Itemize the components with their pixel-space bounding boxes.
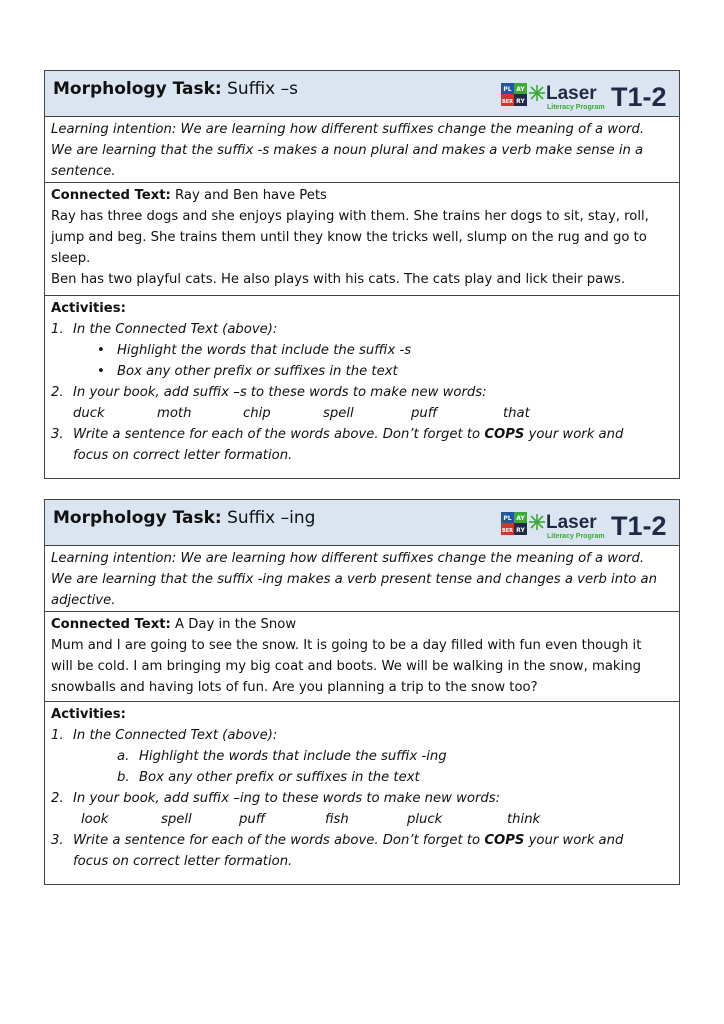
- activity-number: 2.: [51, 791, 64, 806]
- activity-3: Write a sentence for each of the words above. Don’t forget to: [73, 427, 485, 442]
- activity-1: In the Connected Text (above):: [73, 728, 278, 743]
- activities: [45, 701, 679, 884]
- word-list: [51, 809, 673, 830]
- intention-line: We are learning that the suffix -ing makes a verb present tense and changes a verb into an: [51, 572, 657, 587]
- activity-3: Write a sentence for each of the words above. Don’t forget to: [73, 833, 485, 848]
- laser-burst-icon: [529, 514, 545, 530]
- sub-activity: Box any other prefix or suffixes in the text: [139, 770, 420, 785]
- activity-1: In the Connected Text (above):: [73, 322, 278, 337]
- title-value: Suffix –ing: [227, 508, 316, 528]
- intention-line: sentence.: [51, 164, 116, 179]
- activity-number: 3.: [51, 427, 64, 442]
- title-value: Suffix –s: [227, 79, 298, 99]
- logo-subtitle: Literacy Program: [547, 104, 605, 111]
- text-line: Mum and I are going to see the snow. It is going to be a day filled with fun even though it: [51, 638, 642, 653]
- word-item: moth: [157, 406, 192, 421]
- sub-activity: Highlight the words that include the suffix -s: [117, 343, 412, 358]
- word-item: think: [507, 812, 541, 827]
- logo-badge-text: RY: [516, 527, 525, 534]
- word-item: chip: [243, 406, 271, 421]
- logo-badge-text: BER: [501, 99, 514, 105]
- word-item: spell: [323, 406, 354, 421]
- intention-line: We are learning that the suffix -s makes a noun plural and makes a verb make sense in a: [51, 143, 644, 158]
- activity-2: In your book, add suffix –s to these words to make new words:: [73, 385, 487, 400]
- card-title: [53, 507, 315, 529]
- connected-label: Connected Text:: [51, 617, 171, 632]
- logo-badge-text: PL: [503, 515, 512, 522]
- sub-marker: b.: [117, 770, 130, 785]
- learning-intention: [45, 545, 679, 611]
- logo-level: T1-2: [611, 511, 667, 540]
- title-label: Morphology Task:: [53, 79, 222, 99]
- logo-subtitle: Literacy Program: [547, 533, 605, 540]
- cops-keyword: COPS: [484, 427, 525, 442]
- activity-number: 3.: [51, 833, 64, 848]
- word-item: puff: [239, 812, 266, 827]
- logo-badge-text: PL: [503, 86, 512, 93]
- laser-logo: [501, 508, 669, 540]
- text-line: Ben has two playful cats. He also plays with his cats. The cats play and lick their paws.: [51, 272, 626, 287]
- laser-logo: [501, 79, 669, 111]
- activity-3-end: your work and: [524, 427, 624, 442]
- text-line: Ray has three dogs and she enjoys playing with them. She trains her dogs to sit, stay, roll,: [51, 209, 649, 224]
- laser-burst-icon: [529, 85, 545, 101]
- logo-badge-text: RY: [516, 98, 525, 105]
- intention-line: adjective.: [51, 593, 116, 608]
- intention-line: Learning intention: We are learning how different suffixes change the meaning of a word.: [51, 122, 645, 137]
- logo-word: Laser: [546, 83, 597, 104]
- connected-title: A Day in the Snow: [175, 617, 297, 632]
- activity-3-line2: focus on correct letter formation.: [73, 448, 293, 463]
- activity-number: 2.: [51, 385, 64, 400]
- activities-label: Activities:: [51, 301, 126, 316]
- text-line: jump and beg. She trains them until they know the tricks well, slump on the rug and go to: [51, 230, 647, 245]
- logo-level: T1-2: [611, 82, 667, 111]
- cops-keyword: COPS: [484, 833, 525, 848]
- activity-number: 1.: [51, 728, 64, 743]
- connected-text: [45, 611, 679, 701]
- bullet-marker: •: [97, 364, 105, 379]
- activities-label: Activities:: [51, 707, 126, 722]
- activity-3-end: your work and: [524, 833, 624, 848]
- sub-activity: Box any other prefix or suffixes in the text: [117, 364, 398, 379]
- intention-line: Learning intention: We are learning how different suffixes change the meaning of a word.: [51, 551, 645, 566]
- text-line: will be cold. I am bringing my big coat and boots. We will be walking in the snow, making: [51, 659, 641, 674]
- activity-3-line2: focus on correct letter formation.: [73, 854, 293, 869]
- sub-marker: a.: [117, 749, 130, 764]
- word-item: puff: [411, 406, 438, 421]
- text-line: sleep.: [51, 251, 91, 266]
- logo-badge-text: AY: [516, 86, 525, 93]
- text-line: snowballs and having lots of fun. Are you planning a trip to the snow too?: [51, 680, 538, 695]
- card-header: [45, 71, 679, 116]
- activity-2: In your book, add suffix –ing to these words to make new words:: [73, 791, 501, 806]
- activity-number: 1.: [51, 322, 64, 337]
- connected-title: Ray and Ben have Pets: [175, 188, 327, 203]
- logo-badge-text: AY: [516, 515, 525, 522]
- word-item: fish: [325, 812, 349, 827]
- word-item: duck: [73, 406, 105, 421]
- connected-label: Connected Text:: [51, 188, 171, 203]
- word-item: spell: [161, 812, 192, 827]
- word-list: [51, 403, 673, 424]
- word-item: look: [81, 812, 109, 827]
- logo-badge-text: BER: [501, 528, 514, 534]
- activities: [45, 295, 679, 478]
- word-item: pluck: [407, 812, 443, 827]
- logo-word: Laser: [546, 512, 597, 533]
- card-header: [45, 500, 679, 545]
- bullet-marker: •: [97, 343, 105, 358]
- title-label: Morphology Task:: [53, 508, 222, 528]
- word-item: that: [503, 406, 530, 421]
- sub-activity: Highlight the words that include the suffix -ing: [139, 749, 447, 764]
- card-title: [53, 78, 298, 100]
- task-card-suffix-ing: [44, 499, 680, 885]
- task-card-suffix-s: [44, 70, 680, 479]
- learning-intention: [45, 116, 679, 182]
- connected-text: [45, 182, 679, 295]
